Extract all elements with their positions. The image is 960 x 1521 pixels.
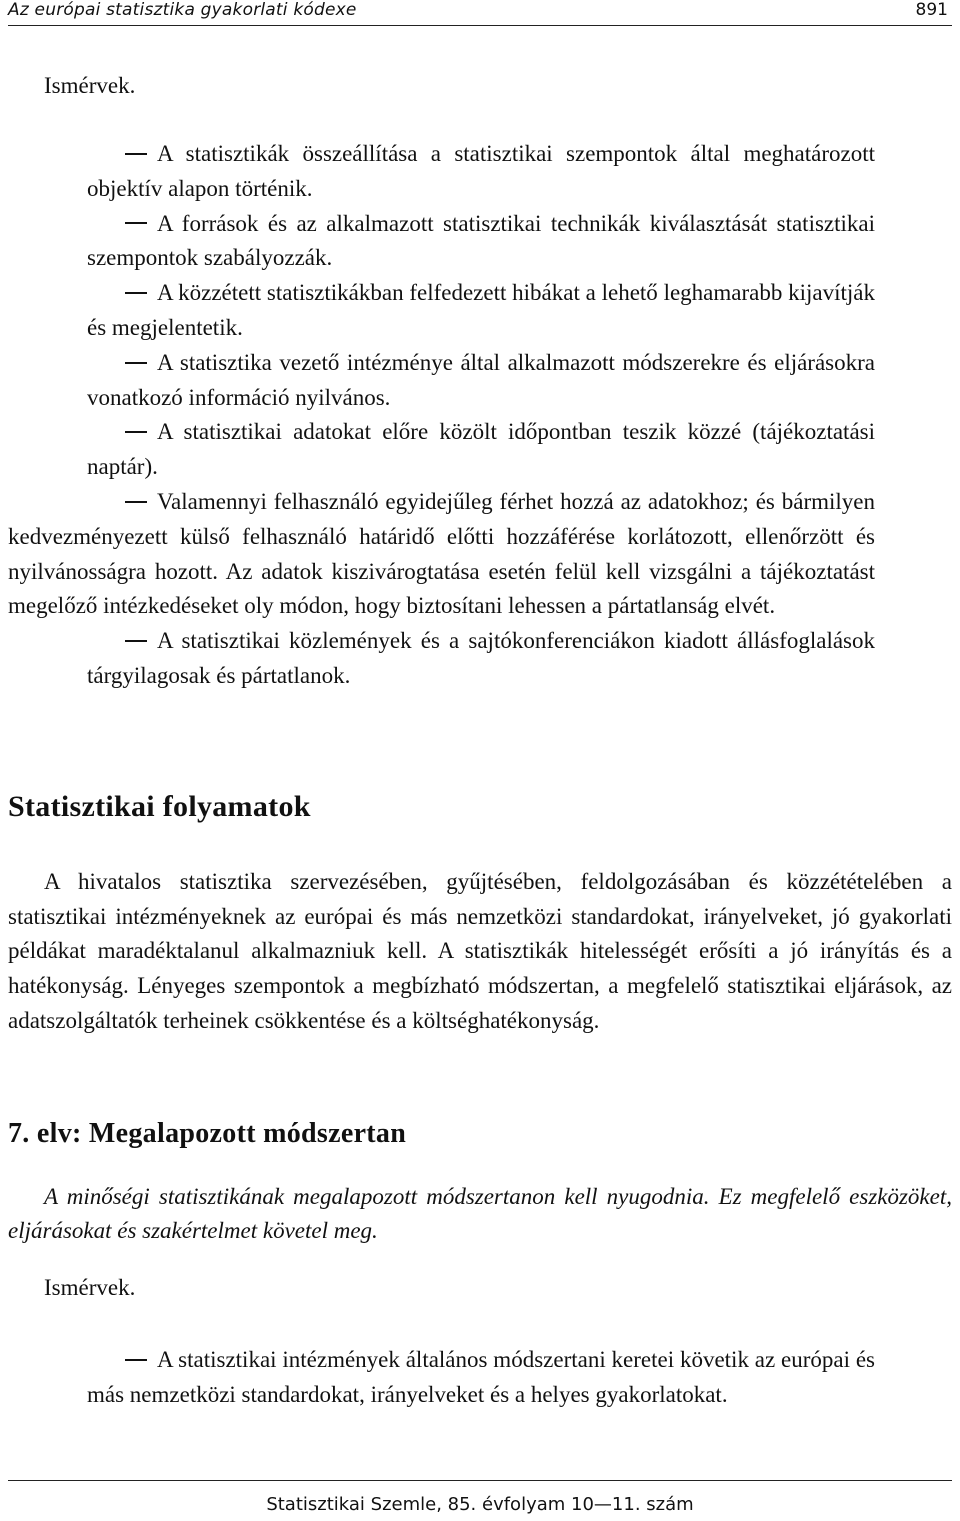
dash-icon [125, 1359, 147, 1361]
dash-icon [125, 222, 147, 224]
section-heading: Statisztikai folyamatok [8, 790, 311, 823]
list-item: A statisztika vezető intézménye által alkalmazott módszerekre és eljárásokra vonatkozó információ nyilvános. [87, 349, 875, 410]
list-item: A források és az alkalmazott statisztikai technikák kiválasztását statisztikai szempontok szabályozzák. [87, 210, 875, 271]
dash-icon [125, 153, 147, 155]
body-paragraph: A hivatalos statisztika szervezésében, gyűjtésében, feldolgozásában és közzétételében a statisztikai intézményeknek az európai és más nemzetközi standardokat, irányelveket, jó gyakorlati példákat maradéktalanul alkalmazniuk kell. A statisztikák hitelességét erősíti a jó irányítás és a hatékonyság. Lényeges szempontok a megbízható módszertan, a megfelelő statisztikai eljárások, az adatszolgáltatók terheinek csökkentése és a költséghatékonyság. [8, 869, 952, 1033]
list-item: A statisztikák összeállítása a statisztikai szempontok által meghatározott objektív alapon történik. [87, 141, 875, 201]
list-item: A statisztikai közlemények és a sajtókonferenciákon kiadott állásfoglalások tárgyilagosak és pártatlanok. [87, 628, 875, 688]
dash-icon [125, 640, 147, 642]
dash-icon [125, 501, 147, 503]
dash-icon [125, 362, 147, 364]
footer-divider [8, 1480, 952, 1481]
criteria-label: Ismérvek. [44, 1275, 136, 1300]
dash-icon [125, 431, 147, 433]
principle-heading: 7. elv: Megalapozott módszertan [8, 1118, 407, 1149]
footer: Statisztikai Szemle, 85. évfolyam 10—11. szám [266, 1494, 694, 1515]
list-item: A statisztikai intézmények általános módszertani keretei követik az európai és más nemzetközi standardokat, irányelveket és a helyes gyakorlatokat. [87, 1347, 875, 1407]
criteria-list [87, 1343, 875, 1412]
dash-icon [125, 292, 147, 294]
page-number: 891 [915, 0, 948, 20]
principle-statement: A minőségi statisztikának megalapozott módszertanon kell nyugodnia. Ez megfelelő eszközöket, eljárásokat és szakértelmet követel meg. [8, 1184, 952, 1243]
list-item: Valamennyi felhasználó egyidejűleg férhet hozzá az adatokhoz; és bármilyen kedvezményezett külső felhasználó határidő előtti hozzáférése korlátozott, ellenőrzött és nyilvánosságra hozott. Az adatok kiszivárogtatása esetén felül kell vizsgálni a tájékoztatást megelőző intézkedéseket oly módon, hogy biztosítani lehessen a pártatlanság elvét. [8, 488, 875, 619]
criteria-label: Ismérvek. [44, 73, 136, 98]
criteria-list [8, 137, 875, 694]
list-item: A közzétett statisztikákban felfedezett hibákat a lehető leghamarabb kijavítják és megjelentetik. [87, 280, 875, 340]
running-header [8, 0, 952, 26]
list-item: A statisztikai adatokat előre közölt időpontban teszik közzé (tájékoztatási naptár). [87, 419, 875, 480]
running-header-title: Az európai statisztika gyakorlati kódexe [8, 0, 357, 20]
